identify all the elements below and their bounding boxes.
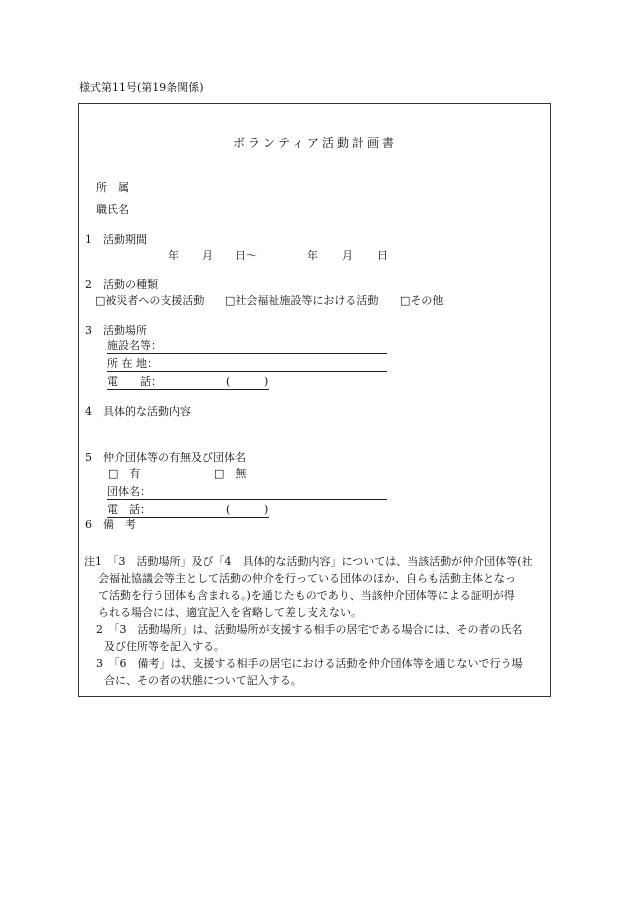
note-line: 会福祉協議会等主として活動の仲介を行っている団体のほか、自らも活動主体となっ bbox=[98, 572, 516, 585]
activity-type-option-disaster[interactable]: □被災者への支援活動 bbox=[95, 294, 205, 307]
section-1-label: 1 活動期間 bbox=[85, 233, 147, 246]
date-year-start: 年 bbox=[168, 249, 179, 262]
section-3-label: 3 活動場所 bbox=[85, 324, 147, 337]
phone-label: 電 話： bbox=[107, 375, 162, 388]
org-name-field[interactable] bbox=[107, 485, 387, 500]
note-line: 合に、その者の状態について記入する。 bbox=[104, 674, 302, 687]
note-line: られる場合には、適宜記入を省略して差し支えない。 bbox=[98, 606, 362, 619]
form-number: 様式第11号(第19条関係) bbox=[79, 81, 204, 94]
note-line: 及び住所等を記入する。 bbox=[104, 640, 225, 653]
date-month-end: 月 bbox=[342, 249, 353, 262]
facility-name-field[interactable] bbox=[107, 339, 387, 354]
notes-block bbox=[84, 553, 550, 689]
intermediary-yes-option[interactable]: □ 有 bbox=[108, 467, 141, 480]
org-phone-field[interactable] bbox=[107, 503, 269, 518]
activity-type-option-other[interactable]: □その他 bbox=[400, 294, 444, 307]
date-day-end: 日 bbox=[377, 249, 388, 262]
intermediary-no-option[interactable]: □ 無 bbox=[214, 467, 247, 480]
address-label: 所 在 地： bbox=[107, 357, 158, 370]
org-phone-label: 電 話： bbox=[107, 503, 151, 516]
note-line: 2 「3 活動場所」は、活動場所が支援する相手の居宅である場合には、その者の氏名 bbox=[96, 623, 523, 636]
note-line: 注1 「3 活動場所」及び「4 具体的な活動内容」については、当該活動が仲介団体等(社 bbox=[84, 555, 533, 568]
org-phone-paren-open: ( bbox=[226, 503, 231, 516]
date-year-end: 年 bbox=[307, 249, 318, 262]
date-day-start: 日〜 bbox=[235, 249, 257, 262]
note-line: 3 「6 備考」は、支援する相手の居宅における活動を仲介団体等を通じないで行う場 bbox=[96, 657, 523, 670]
note-line: て活動を行う団体も含まれる。)を通じたものであり、当該仲介団体等による証明が得 bbox=[98, 589, 515, 602]
section-2-label: 2 活動の種類 bbox=[85, 278, 158, 291]
affiliation-label: 所 属 bbox=[96, 181, 129, 194]
section-6-label: 6 備 考 bbox=[85, 518, 136, 531]
org-name-label: 団体名： bbox=[107, 485, 151, 498]
form-title: ボランティア活動計画書 bbox=[232, 136, 398, 150]
activity-type-option-welfare[interactable]: □社会福祉施設等における活動 bbox=[225, 294, 379, 307]
org-phone-paren-close: ) bbox=[264, 503, 269, 516]
address-field[interactable] bbox=[107, 357, 387, 372]
facility-name-label: 施設名等： bbox=[107, 339, 162, 352]
phone-paren-close: ) bbox=[264, 375, 269, 388]
section-5-label: 5 仲介団体等の有無及び団体名 bbox=[85, 451, 246, 464]
name-label: 職氏名 bbox=[96, 203, 129, 216]
date-month-start: 月 bbox=[202, 249, 213, 262]
phone-paren-open: ( bbox=[226, 375, 231, 388]
phone-field[interactable] bbox=[107, 375, 269, 390]
section-4-label: 4 具体的な活動内容 bbox=[85, 405, 191, 418]
